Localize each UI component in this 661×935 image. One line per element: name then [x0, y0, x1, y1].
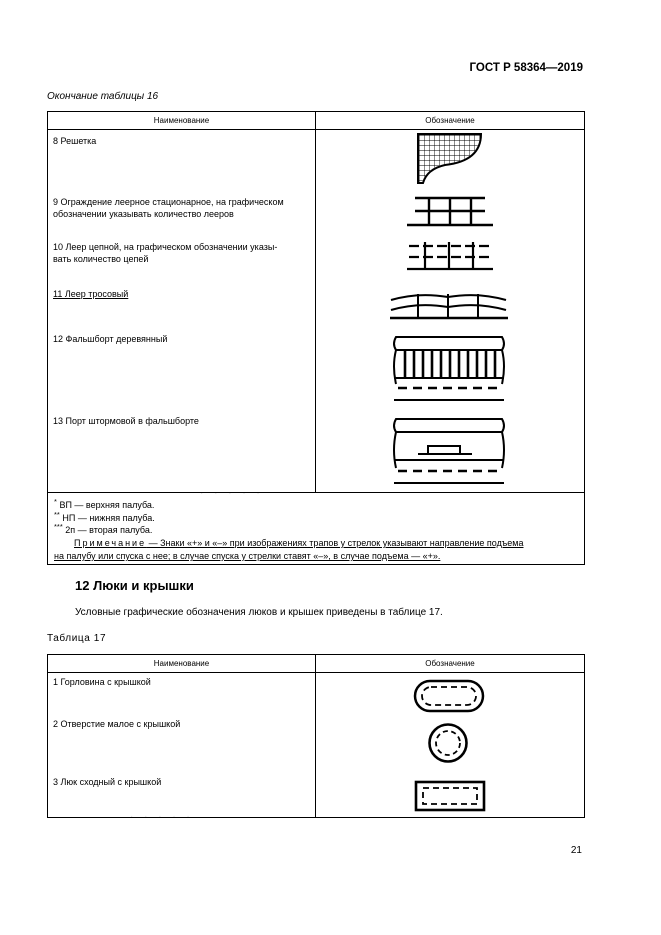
table-row	[53, 415, 199, 427]
wooden-bulwark-symbol	[388, 334, 510, 404]
row-name: 12 Фальшборт деревянный	[53, 334, 168, 344]
remark-label: Примечание	[74, 538, 147, 548]
row-name: 8 Решетка	[53, 136, 97, 146]
table-row	[53, 241, 277, 265]
row-name: 11 Леер тросовый	[53, 289, 129, 299]
row-name: 10 Леер цепной, на графическом обозначении указы-	[53, 242, 278, 252]
remark-continuation: на палубу или спуска с нее; в случае спуска у стрелки ставят «–», в случае подъема — «+».	[54, 551, 441, 561]
row-name: 13 Порт штормовой в фальшборте	[53, 416, 199, 426]
remark-text: — Знаки «+» и «–» при изображениях трапов у стрелок указывают направление подъема	[146, 538, 524, 548]
document-id: ГОСТ Р 58364—2019	[469, 62, 583, 74]
table16-header-name: Наименование	[48, 112, 316, 130]
section-paragraph: Условные графические обозначения люков и крышек приведены в таблице 17.	[75, 607, 443, 618]
footnote-mark: *	[54, 497, 57, 506]
table16-caption: Окончание таблицы 16	[47, 91, 159, 102]
table16-header-symbol: Обозначение	[316, 112, 585, 130]
manhole-cover-symbol	[413, 679, 485, 713]
table-row	[53, 196, 284, 220]
row-name: 1 Горловина с крышкой	[53, 677, 151, 687]
row-name: вать количество цепей	[53, 254, 149, 264]
table-row	[53, 718, 180, 730]
footnote-text: ВП — верхняя палуба.	[59, 500, 155, 510]
table17-caption: Таблица 17	[47, 633, 107, 644]
row-name: 9 Ограждение леерное стационарное, на графическом	[53, 197, 284, 207]
table-row	[53, 135, 96, 147]
remark	[74, 537, 523, 550]
table17-header-name: Наименование	[48, 655, 316, 673]
table17-header-symbol: Обозначение	[316, 655, 585, 673]
row-name: 2 Отверстие малое с крышкой	[53, 719, 181, 729]
storm-port-symbol	[388, 416, 510, 488]
table-row	[53, 288, 128, 300]
row-name: обозначении указывать количество лееров	[53, 209, 234, 219]
footnote-mark: **	[54, 510, 60, 519]
wire-rail-symbol	[388, 288, 510, 324]
table-row	[53, 776, 161, 788]
footnote	[54, 520, 152, 537]
section-title: 12 Люки и крышки	[75, 578, 194, 593]
table-row	[53, 676, 151, 688]
row-name: 3 Люк сходный с крышкой	[53, 777, 162, 787]
grating-symbol	[415, 131, 485, 185]
companion-hatch-symbol	[414, 780, 486, 812]
railing-stationary-symbol	[405, 193, 495, 233]
page-number: 21	[570, 845, 582, 856]
watermark: · · · · ·	[130, 811, 194, 822]
footnote-mark: ***	[54, 522, 63, 531]
watermark: · · · · ·	[200, 488, 264, 499]
footnote-text: НП — нижняя палуба.	[62, 513, 155, 523]
chain-rail-symbol	[405, 240, 495, 276]
footnote-text: 2п — вторая палуба.	[65, 525, 153, 535]
table-row	[53, 333, 167, 345]
small-opening-cover-symbol	[427, 722, 469, 764]
